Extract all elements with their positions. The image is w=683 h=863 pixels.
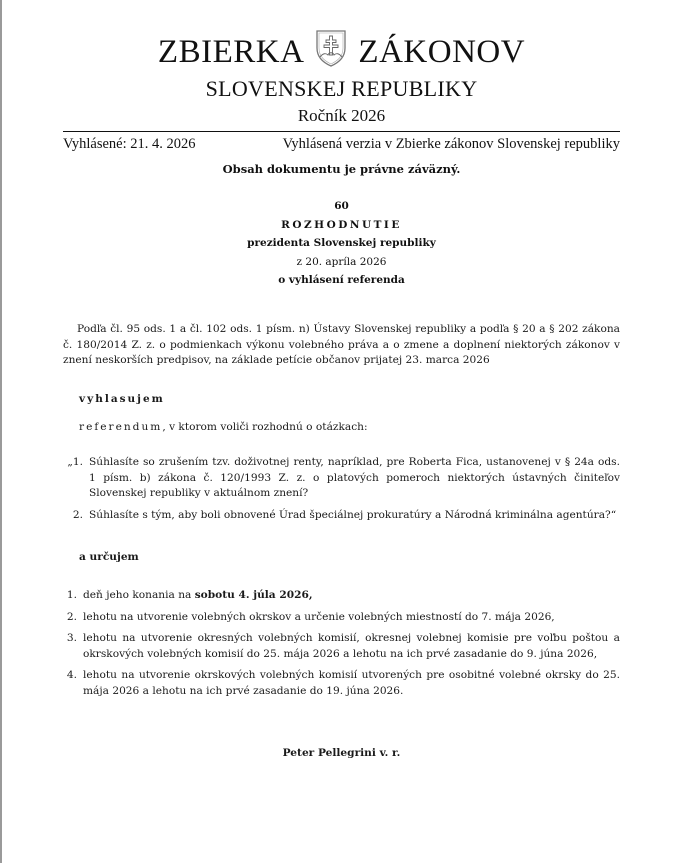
- question-number: 2.: [72, 508, 83, 521]
- declare-heading: vyhlasujem: [79, 393, 165, 405]
- referendum-rest: , v ktorom voliči rozhodnú o otázkach:: [162, 421, 368, 433]
- document-title-block: [63, 197, 620, 290]
- question-list: [63, 455, 620, 529]
- document-subject: o vyhlásení referenda: [278, 274, 405, 286]
- intro-paragraph: Podľa čl. 95 ods. 1 a čl. 102 ods. 1 písm. n) Ústavy Slovenskej republiky a podľa § 20 a § 202 zákona č. 180/2014 Z. z. o podmienkach výkonu volebného práva a o zmene a doplnení niektorých zákonov v znení neskorších predpisov, na základe petície občanov prijatej 23. marca 2026: [63, 323, 620, 366]
- volume-label: Ročník 2026: [297, 106, 386, 125]
- determination-text-bold: sobotu 4. júla 2026,: [194, 589, 313, 601]
- question-item: [63, 508, 620, 524]
- slovak-coat-of-arms-icon: [314, 28, 348, 68]
- determination-text: lehotu na utvorenie okresných volebných komisií, okresnej volebnej komisie pre voľbu poštou a okrskových volebných komisií do 25. mája 2026 a lehotu na ich prvé zasadanie do 9. júna 2026,: [83, 632, 620, 660]
- referendum-word: referendum: [79, 421, 163, 433]
- determination-item: [63, 610, 620, 626]
- determination-number: 1.: [66, 589, 77, 601]
- published-date: Vyhlásené: 21. 4. 2026: [63, 136, 196, 152]
- question-number: „1.: [67, 456, 83, 468]
- publication-meta: [63, 136, 620, 153]
- determination-text: lehotu na utvorenie volebných okrskov a určenie volebných miestností do 7. mája 2026,: [83, 610, 555, 623]
- determination-number: 2.: [66, 610, 77, 623]
- referendum-line: [79, 420, 368, 436]
- question-item: [63, 455, 620, 502]
- document-date: z 20. apríla 2026: [296, 255, 387, 268]
- determination-text: [83, 588, 620, 604]
- determination-item: [63, 631, 620, 662]
- question-text: Súhlasíte so zrušením tzv. doživotnej renty, napríklad, pre Roberta Fica, ustanovenej v § 24a ods. 1 písm. b) zákona č. 120/1993 Z. z. o platových pomeroch niektorých ústavných činiteľov Slovenskej republiky v aktuálnom znení?: [89, 456, 620, 499]
- masthead-title: [63, 30, 620, 74]
- determination-item: [63, 668, 620, 699]
- binding-notice: Obsah dokumentu je právne záväzný.: [222, 162, 461, 176]
- signature: Peter Pellegrini v. r.: [282, 747, 401, 759]
- page-edge: [0, 0, 2, 863]
- determination-text: lehotu na utvorenie okrskových volebných komisií utvorených pre osobitné volebné okrsky do 25. mája 2026 a lehotu na ich prvé zasadanie do 19. júna 2026.: [83, 669, 620, 697]
- determine-heading: a určujem: [79, 551, 139, 563]
- header-divider: [63, 131, 620, 132]
- masthead-subtitle: SLOVENSKEJ REPUBLIKY: [205, 76, 478, 101]
- determination-number: 3.: [66, 632, 77, 644]
- masthead-word-right: ZÁKONOV: [358, 33, 526, 70]
- determination-list: [63, 588, 620, 705]
- document-issuer: prezidenta Slovenskej republiky: [247, 237, 436, 249]
- determination-text-plain: deň jeho konania na: [83, 589, 195, 601]
- document-type: ROZHODNUTIE: [281, 218, 402, 231]
- version-note: Vyhlásená verzia v Zbierke zákonov Slovenskej republiky: [282, 136, 620, 152]
- masthead-word-left: ZBIERKA: [157, 33, 305, 70]
- masthead: [63, 30, 620, 102]
- determination-number: 4.: [66, 669, 77, 681]
- document-number: 60: [334, 200, 349, 212]
- determination-item: [63, 588, 620, 604]
- question-text: Súhlasíte s tým, aby boli obnovené Úrad špeciálnej prokuratúry a Národná kriminálna agentúra?“: [89, 508, 617, 521]
